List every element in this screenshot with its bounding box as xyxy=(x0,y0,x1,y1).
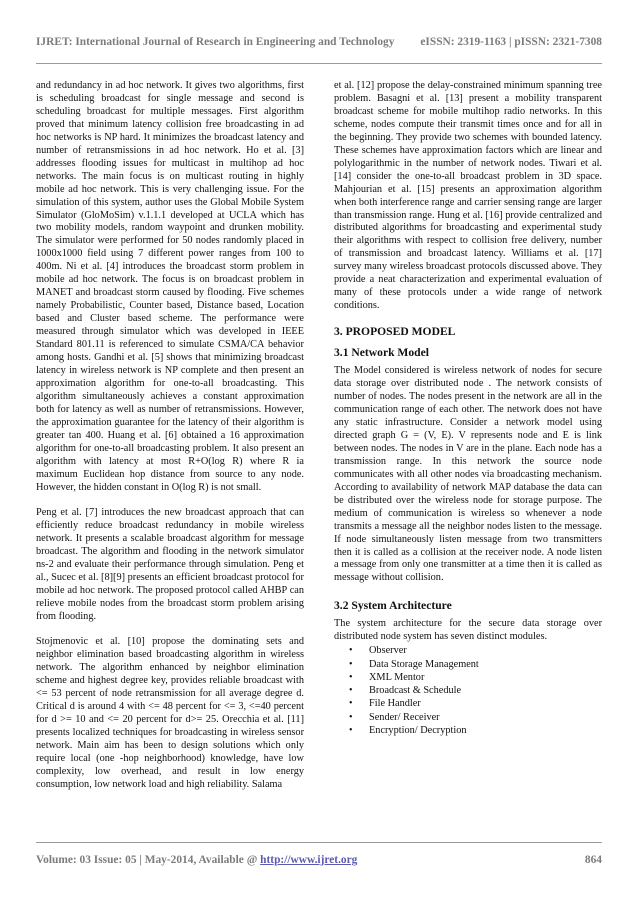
bullet-icon: • xyxy=(349,658,353,670)
section-heading-proposed-model: 3. PROPOSED MODEL xyxy=(334,325,456,339)
subsection-heading-network-model: 3.1 Network Model xyxy=(334,346,429,360)
list-item: • XML Mentor xyxy=(349,671,425,683)
page-header xyxy=(36,36,602,52)
list-item: • File Handler xyxy=(349,698,421,710)
page-number: 864 xyxy=(584,854,602,866)
network-model-paragraph: The Model considered is wireless network of nodes for secure data storage over distributed node . The network consists of number of nodes. The nodes present in the network are all in the communication range of each other. The network does not have any static infrastructure. Consider a network model using directed graph G = (V, E). V represents node and E is link between nodes. The nodes in V are in the plane. Each node has a transmission range. In this network the source node communicates with all other nodes via broadcasting mechanism. According to availability of network MAP database the data can be distributed over the wireless node for storage purpose. The medium of communication is wireless so whenever a node transmits a message all the neighbor nodes listen to the message. If node simultaneously listen message from two transmitters then it is called as a collision at the receiver node. A node listen a message from only one transmitter at a time then it is called as message without collision. xyxy=(334,365,602,584)
left-paragraph-2: Peng et al. [7] introduces the new broadcast approach that can efficiently reduce broadcast redundancy in mobile wireless network. It presents a scalable broadcast algorithm for message broadcast. The algorithm and flooding in the network simulator ns-2 and evaluate their performance through simulation. Peng et al., Sucec et al. [8][9] presents an efficient broadcast protocol for mobile ad hoc network. The proposed protocol called AHBP can relieve mobile nodes from the broadcast storm problem arising from flooding. xyxy=(36,507,304,622)
list-item: • Sender/ Receiver xyxy=(349,711,440,723)
page-footer xyxy=(36,854,602,870)
system-architecture-paragraph: The system architecture for the secure data storage over distributed node system has seven distinct modules. xyxy=(334,618,602,643)
list-item: • Encryption/ Decryption xyxy=(349,725,467,737)
left-paragraph-3: Stojmenovic et al. [10] propose the dominating sets and neighbor elimination based broadcasting algorithm in wireless network. The algorithm enhanced by neighbor elimination scheme and highest degree key, provides reliable broadcast with <= 53 percent of node retransmission for all average degree d. Critical d is around 4 with <= 48 percent for <= 3, <=40 percent for d >= 10 and <= 20 percent for d>= 25. Orecchia et al. [11] presents localized techniques for broadcasting in wireless sensor network. Main aim has been to design solutions which only require local (one -hop neighborhood) knowledge, have low complexity, low overhead, and result in low energy consumption, low network load and high reliability. Salama xyxy=(36,636,304,790)
journal-title: IJRET: International Journal of Research in Engineering and Technology xyxy=(36,36,395,48)
right-paragraph-1: et al. [12] propose the delay-constrained minimum spanning tree problem. Basagni et al. [13] present a mobility transparent broadcast scheme for mobile multihop radio networks. In this scheme, nodes compute their transmit times once and for all in the beginning. They provide two schemes with bounded latency. These schemes have approximation factors which are linear and polylogarithmic in the number of network nodes. Tiwari et al. [14] consider the one-to-all broadcast problem in 3D space. Mahjourian et al. [15] presents an approximation algorithm when both interference range and carrier sensing range are larger than transmission range. Hung et al. [16] provide centralized and distributed algorithms for broadcasting and experimental study their algorithms with respect to collision free delivery, number of transmission and broadcast latency. Williams et al. [17] survey many wireless broadcast protocols discussed above. They provide a neat characterization and experimental evaluation of many of these protocols under a wide range of network conditions. xyxy=(334,80,602,312)
module-list xyxy=(334,644,602,737)
journal-link[interactable]: http://www.ijret.org xyxy=(260,854,358,866)
list-item: • Broadcast & Schedule xyxy=(349,685,462,697)
left-paragraph-1: and redundancy in ad hoc network. It gives two algorithms, first is scheduling broadcast for single message and second is scheduling broadcast for multiple messages. First algorithm proved that minimum latency collision free broadcasting in ad hoc networks is NP hard. It minimizes the broadcast latency and number of retransmissions in ad hoc network. Ho et al. [3] addresses flooding issues for multicast in multihop ad hoc networks. The main focus is on multicast routing in highly mobile ad hoc network. This is very challenging issue. For the simulation of this system, author uses the Global Mobile System Simulator (GloMoSim) v.1.1.1 developed at UCLA which has two mobility models, random waypoint and drunken mobility. The simulator were performed for 50 nodes randomly placed in 1000x1000 field using 7 different power ranges from 100 to 400m. Ni et al. [4] introduces the broadcast storm problem in mobile ad hoc network. The focus is on broadcast problem in MANET and broadcast storm caused by flooding. Five schemes namely Probabilistic, Counter based, Distance based, Location based and Cluster based scheme. The performance were measured through simulator which was developed in IEEE Standard 801.11 is referenced to simulate CSMA/CA behavior among hosts. Gandhi et al. [5] shows that minimizing broadcast latency in wireless network is NP complete and then present an approximation algorithm for one-to-all broadcasting. This algorithm simultaneously achieves a constant approximation both for latency as well as number of retransmissions. However, the approximation guarantee for the latency of their algorithm is greater tan 400. Huang et al. [6] obtained a 16 approximation algorithm for one-to-all broadcasting problem. It also present an algorithm with latency at most R+O(log R) where R ia maximum Euclidean hop distance from source to any node. However, the hidden constant in O(log R) is not small. xyxy=(36,80,304,493)
right-column xyxy=(334,80,602,737)
bullet-icon: • xyxy=(349,645,353,657)
volume-info: Volume: 03 Issue: 05 | May-2014, Available @ http://www.ijret.org xyxy=(36,854,358,866)
bullet-icon: • xyxy=(349,685,353,697)
left-column xyxy=(36,80,304,792)
bullet-icon: • xyxy=(349,698,353,710)
bullet-icon: • xyxy=(349,725,353,737)
bullet-icon: • xyxy=(349,711,353,723)
issn-info: eISSN: 2319-1163 | pISSN: 2321-7308 xyxy=(420,36,602,48)
footer-rule xyxy=(36,842,602,843)
list-item: • Observer xyxy=(349,645,407,657)
list-item: • Data Storage Management xyxy=(349,658,479,670)
header-rule xyxy=(36,63,602,64)
subsection-heading-system-architecture: 3.2 System Architecture xyxy=(334,599,452,613)
bullet-icon: • xyxy=(349,671,353,683)
